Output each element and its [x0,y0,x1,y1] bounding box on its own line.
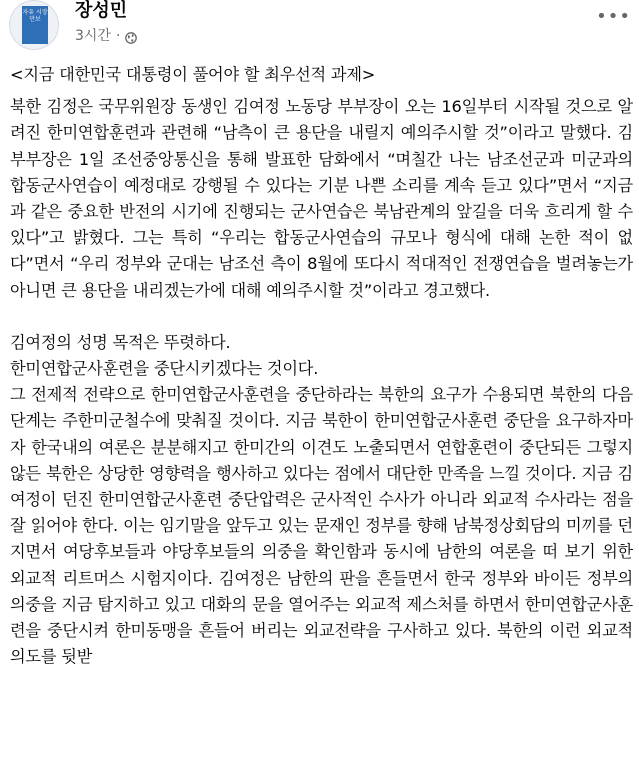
post-paragraph-2-line-1: 김여정의 성명 목적은 뚜렷하다. [10,332,231,352]
post-header [0,0,639,58]
avatar-book-cover: 자유 시장 만보 [22,6,48,44]
post-meta [75,26,137,46]
post-paragraph-1: 북한 김정은 국무위원장 동생인 김여정 노동당 부부장이 오는 16일부터 시작될 것으로 알려진 한미연합훈련과 관련해 “남측이 큰 용단을 내릴지 예의주시할 것”이라고 말했다. 김 부부장은 1일 조선중앙통신을 통해 발표한 담화에서 “며칠간 나는 남조선군과 미군과의 합동군사연습이 예정대로 강행될 수 있다는 기분 나쁜 소리를 계속 듣고 있다”면서 “지금과 같은 중요한 반전의 시기에 진행되는 군사연습은 북남관계의 앞길을 더욱 흐리게 할 수 있다”고 밝혔다. 그는 특히 “우리는 합동군사연습의 규모나 형식에 대해 논한 적이 없다”면서 “우리 정부와 군대는 남조선 측이 8월에 또다시 적대적인 전쟁연습을 벌려놓는가 아니면 큰 용단을 내리겠는가에 대해 예의주시할 것”이라고 경고했다. [10,97,633,300]
paragraph-gap [10,304,639,330]
more-options-icon[interactable]: ••• [596,6,631,27]
globe-icon[interactable] [125,30,137,42]
post-time[interactable]: 3시간 [75,28,111,44]
meta-separator: · [115,28,121,44]
post-body [0,62,639,670]
author-name[interactable]: 장성민 [75,0,128,21]
post-heading: <지금 대한민국 대통령이 풀어야 할 최우선적 과제> [10,65,376,84]
post-paragraph-2-line-2: 한미연합군사훈련을 중단시키겠다는 것이다. [10,359,319,379]
post-paragraph-3: 그 전제적 전략으로 한미연합군사훈련을 중단하라는 북한의 요구가 수용되면 북한의 다음 단계는 주한미군철수에 맞춰질 것이다. 지금 북한이 한미연합군사훈련 중단을 요구하자마자 한국내의 여론은 분분해지고 한미간의 이견도 노출되면서 연합훈련이 중단되든 그렇지 않든 북한은 상당한 영향력을 행사하고 있다는 점에서 대단한 만족을 느낄 것이다. 지금 김여정이 던진 한미연합군사훈련 중단압력은 군사적인 수사가 아니라 외교적 수사라는 점을 잘 읽어야 한다. 이는 임기말을 앞두고 있는 문재인 정부를 향해 남북정상회담의 미끼를 던지면서 여당후보들과 야당후보들의 의중을 확인함과 동시에 남한의 여론을 떠 보기 위한 외교적 리트머스 시험지이다. 김여정은 남한의 판을 흔들면서 한국 정부와 바이든 정부의 의중을 지금 탐지하고 있고 대화의 문을 열어주는 외교적 제스처를 하면서 한미연합군사훈련을 중단시켜 한미동맹을 흔들어 버리는 외교전략을 구사하고 있다. 북한의 이런 외교적 의도를 뒷받 [10,385,633,667]
avatar[interactable] [9,0,59,50]
